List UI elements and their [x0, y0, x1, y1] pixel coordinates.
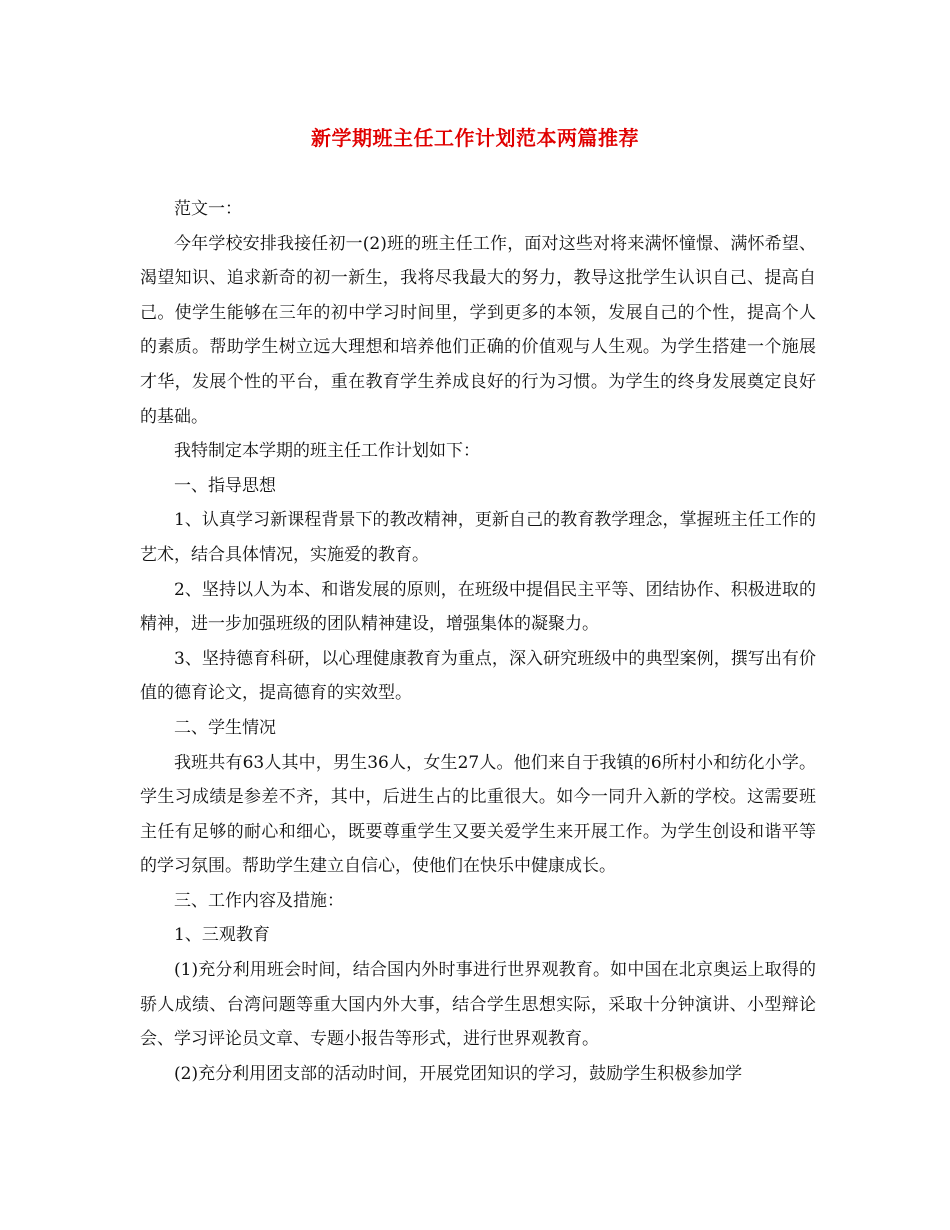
paragraph-guiding-3: 3、坚持德育科研，以心理健康教育为重点，深入研究班级中的典型案例，撰写出有价值的德育论文，提高德育的实效型。 [140, 648, 816, 704]
paragraph-guiding-1: 1、认真学习新课程背景下的教改精神，更新自己的教育教学理念，掌握班主任工作的艺术，结合具体情况，实施爱的教育。 [140, 510, 816, 565]
document-title: 新学期班主任工作计划范本两篇推荐 [311, 126, 639, 150]
paragraph-guiding-2: 2、坚持以人为本、和谐发展的原则，在班级中提倡民主平等、团结协作、积极进取的精神，进一步加强班级的团队精神建设，增强集体的凝聚力。 [140, 579, 816, 635]
paragraph-three-views-1: (1)充分利用班会时间，结合国内外时事进行世界观教育。如中国在北京奥运上取得的骄人成绩、台湾问题等重大国内外大事，结合学生思想实际，采取十分钟演讲、小型辩论会、学习评论员文章、专题小报告等形式，进行世界观教育。 [140, 960, 816, 1050]
section-heading-guiding-thought: 一、指导思想 [174, 475, 276, 496]
section-heading-work-content: 三、工作内容及措施： [174, 890, 344, 911]
paragraph-three-views-2: (2)充分利用团支部的活动时间，开展党团知识的学习，鼓励学生积极参加学 [174, 1063, 743, 1084]
subheading-three-views: 1、三观教育 [174, 925, 270, 946]
section-heading-student-situation: 二、学生情况 [174, 717, 276, 738]
paragraph-heading-sample-one: 范文一： [174, 199, 242, 219]
document-body [140, 192, 816, 1091]
paragraph-intro: 今年学校安排我接任初一(2)班的班主任工作，面对这些对将来满怀憧憬、满怀希望、渴望知识、追求新奇的初一新生，我将尽我最大的努力，教导这批学生认识自己、提高自己。使学生能够在三年的初中学习时间里，学到更多的本领，发展自己的个性，提高个人的素质。帮助学生树立远大理想和培养他们正确的价值观与人生观。为学生搭建一个施展才华，发展个性的平台，重在教育学生养成良好的行为习惯。为学生的终身发展奠定良好的基础。 [140, 233, 816, 427]
paragraph-plan-lead: 我特制定本学期的班主任工作计划如下： [174, 441, 480, 462]
paragraph-student-situation: 我班共有63人其中，男生36人，女生27人。他们来自于我镇的6所村小和纺化小学。学生习成绩是参差不齐，其中，后进生占的比重很大。如今一同升入新的学校。这需要班主任有足够的耐心和细心，既要尊重学生又要关爱学生来开展工作。为学生创设和谐平等的学习氛围。帮助学生建立自信心，使他们在快乐中健康成长。 [140, 752, 816, 877]
